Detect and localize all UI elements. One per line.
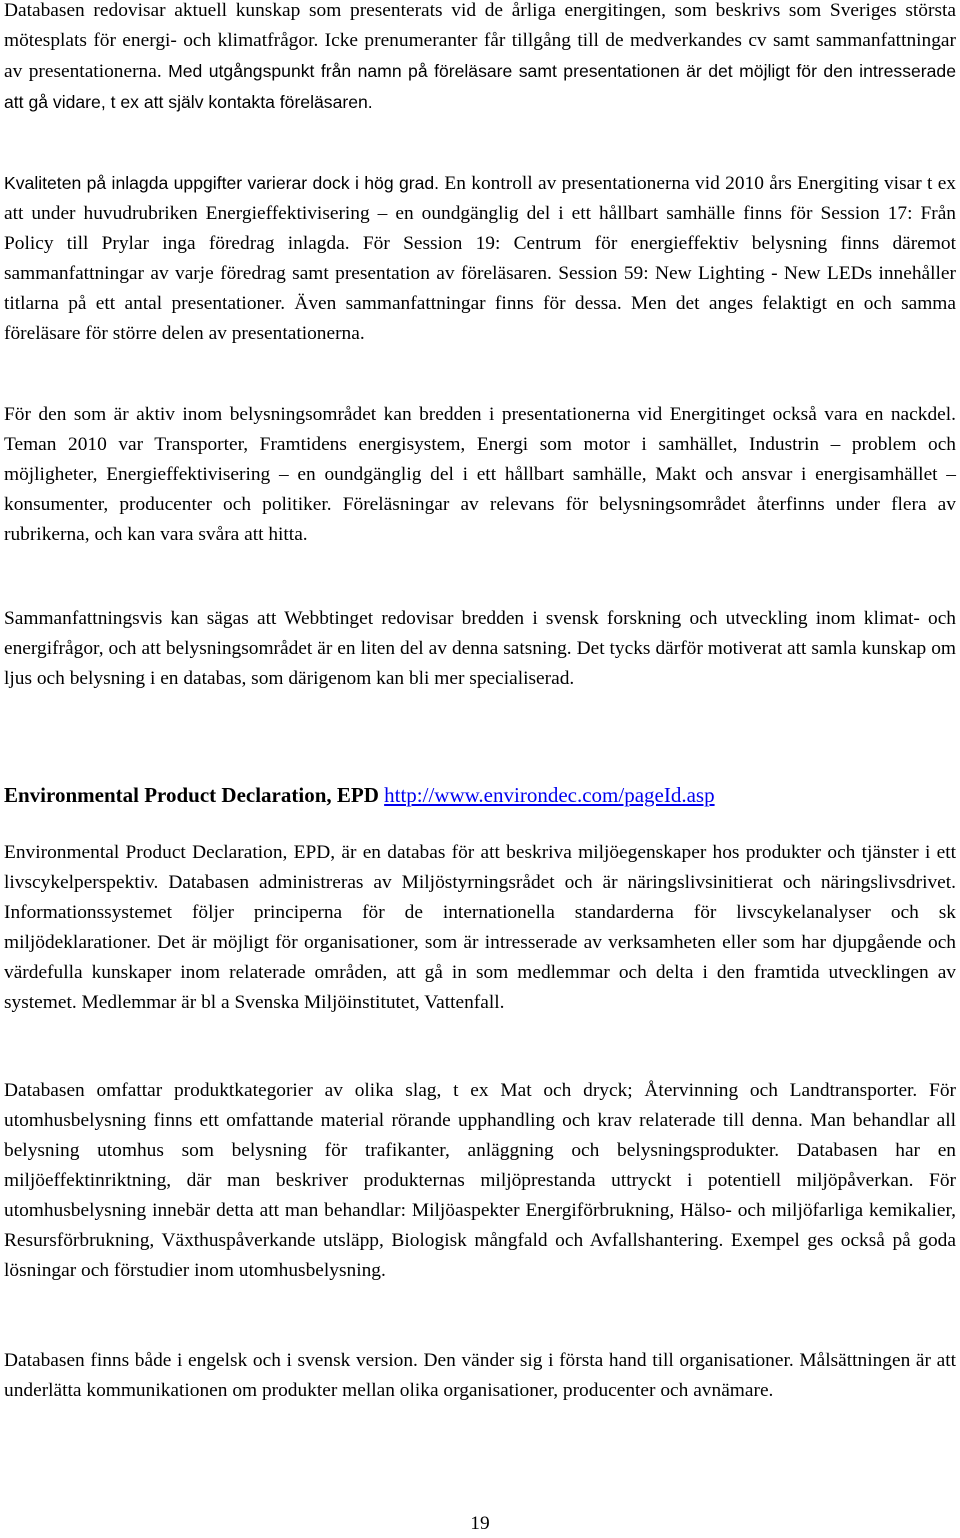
paragraph-1-part-2: Med utgångspunkt från namn på föreläsare samt presentationen är det möjligt för den intresserade att gå vidare, t ex att själv kontakta föreläsaren.	[4, 61, 956, 112]
paragraph-1-part-1: Databasen redovisar aktuell kunskap som presenterats vid de årliga energitingen, som beskrivs som Sveriges största mötesplats för energi- och klimatfrågor. Icke prenumeranter får tillgång till de medverkandes cv samt sammanfattningar av presentationerna.	[4, 0, 956, 82]
paragraph-2-part-2: En kontroll av presentationerna vid 2010 års Energiting visar t ex att under huvudrubriken Energieffektivisering – en oundgänglig del i ett hållbart samhälle finns för Session 17: Från Policy till Prylar inga föredrag inlagda. För Session 19: Centrum för energieffektiv belysning finns däremot sammanfattningar av varje föredrag samt presentation av föreläsaren. Session 59: New Lighting - New LEDs innehåller titlarna på ett antal presentationer. Även sammanfattningar finns för dessa. Men det anges felaktigt en och samma föreläsare för större delen av presentationerna.	[4, 173, 957, 344]
page-number: 19	[470, 1513, 490, 1534]
section-heading-title: Environmental Product Declaration, EPD	[4, 783, 379, 807]
section-paragraph-3-text: Databasen finns både i engelsk och i svensk version. Den vänder sig i första hand till organisationer. Målsättningen är att underlätta kommunikationen om produkter mellan olika organisationer, producenter och avnämare.	[4, 1350, 956, 1401]
paragraph-3-text: För den som är aktiv inom belysningsområdet kan bredden i presentationerna vid Energitinget också vara en nackdel. Teman 2010 var Transporter, Framtidens energisystem, Energi som motor i samhället, Industrin – problem och möjligheter, Energieffektivisering – en oundgänglig del i ett hållbart samhälle, Makt och ansvar i energisamhället – konsumenter, producenter och politiker. Föreläsningar av relevans för belysningsområdet återfinns under flera av rubrikerna, och kan vara svåra att hitta.	[4, 404, 956, 545]
paragraph-1	[4, 0, 956, 118]
document-page	[4, 0, 956, 1537]
section-paragraph-1-text: Environmental Product Declaration, EPD, är en databas för att beskriva miljöegenskaper hos produkter och tjänster i ett livscykelperspektiv. Databasen administreras av Miljöstyrningsrådet och är näringslivsinitierat och näringslivsdrivet. Informationssystemet följer principerna för de internationella standarderna för livscykelanalyser och sk miljödeklarationer. Det är möjligt för organisationer, som är intresserade av verksamheten eller som har djupgående och värdefulla kunskaper inom relaterade områden, att gå in som medlemmar och delta i den framtida utvecklingen av systemet. Medlemmar är bl a Svenska Miljöinstitutet, Vattenfall.	[4, 842, 956, 1013]
paragraph-4	[4, 604, 956, 694]
section-paragraph-2-text: Databasen omfattar produktkategorier av olika slag, t ex Mat och dryck; Återvinning och Landtransporter. För utomhusbelysning finns ett omfattande material rörande upphandling och krav relaterade till denna. Man behandlar all belysning utomhus som belysning för trafikanter, anläggning och belysningsprodukter. Databasen har en miljöeffektinriktning, där man beskriver produkternas miljöprestanda uttryckt i potentiell miljöpåverkan. För utomhusbelysning innebär detta att man behandlar: Miljöaspekter Energiförbrukning, Hälso- och miljöfarliga kemikalier, Resursförbrukning, Växthuspåverkande utsläpp, Biologisk mångfald och Avfallshantering. Exempel ges också på goda lösningar och förstudier inom utomhusbelysning.	[4, 1080, 956, 1281]
paragraph-3	[4, 400, 956, 550]
section-paragraph-1	[4, 838, 956, 1018]
section-paragraph-3	[4, 1346, 956, 1406]
paragraph-4-text: Sammanfattningsvis kan sägas att Webbtinget redovisar bredden i svensk forskning och utveckling inom klimat- och energifrågor, och att belysningsområdet är en liten del av denna satsning. Det tycks därför motiverat att samla kunskap om ljus och belysning i en databas, som därigenom kan bli mer specialiserad.	[4, 608, 956, 689]
section-paragraph-2	[4, 1076, 956, 1286]
paragraph-2	[4, 168, 956, 349]
section-heading	[4, 780, 956, 810]
section-heading-link[interactable]: http://www.environdec.com/pageId.asp	[384, 783, 715, 807]
paragraph-2-part-1: Kvaliteten på inlagda uppgifter varierar dock i hög grad.	[4, 173, 445, 193]
